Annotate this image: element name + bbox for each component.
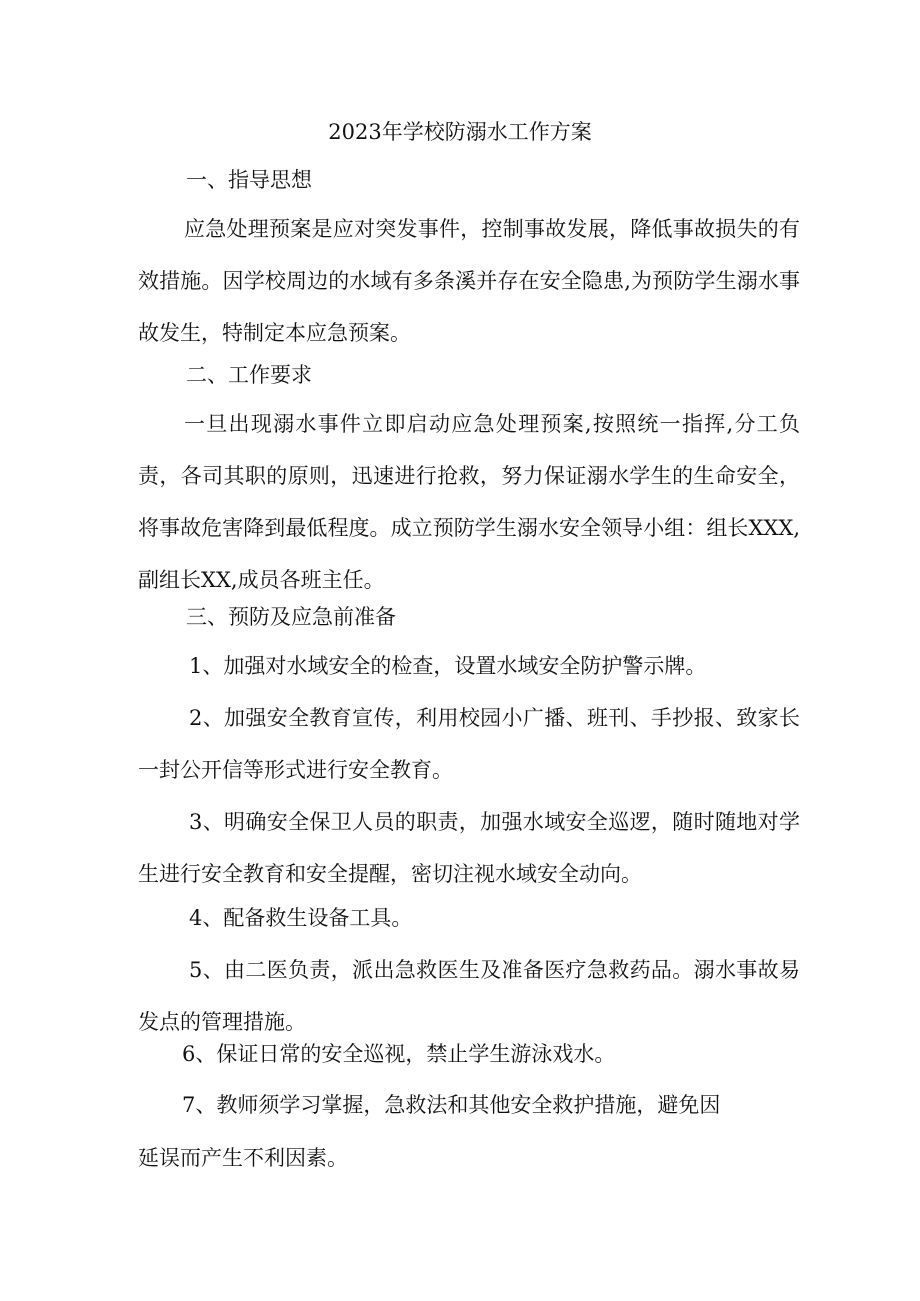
- section2-heading: 二、工作要求: [186, 363, 312, 387]
- section3-heading: 三、预防及应急前准备: [186, 605, 396, 629]
- list-item-2: 2、加强安全教育宣传，利用校园小广播、班刊、手抄报、致家长一封公开信等形式进行安全教育。: [138, 706, 800, 782]
- document-title: 2023年学校防溺水工作方案: [328, 120, 592, 144]
- list-item-5: 5、由二医负责，派出急救医生及准备医疗急救药品。溺水事故易发点的管理措施。: [138, 958, 800, 1034]
- list-item-4: 4、配备救生设备工具。: [189, 906, 413, 930]
- list-item-6: 6、保证日常的安全巡视，禁止学生游泳戏水。: [182, 1042, 616, 1066]
- list-item-3: 3、明确安全保卫人员的职责，加强水域安全巡逻，随时随地对学生进行安全教育和安全提醒，密切注视水域安全动向。: [138, 810, 800, 886]
- list-item-7-line-1: 7、教师须学习掌握，急救法和其他安全救护措施，避免因: [182, 1093, 721, 1117]
- list-item-1: 1、加强对水域安全的检查，设置水域安全防护警示牌。: [189, 654, 707, 678]
- list-item-7-line-2: 延误而产生不利因素。: [138, 1146, 348, 1170]
- section1-heading: 一、指导思想: [186, 168, 312, 192]
- section2-paragraph: 一旦出现溺水事件立即启动应急处理预案,按照统一指挥,分工负责，各司其职的原则，迅速进行抢救，努力保证溺水学生的生命安全，将事故危害降到最低程度。成立预防学生溺水安全领导小组：组长XXX,副组长XX,成员各班主任。: [138, 412, 800, 592]
- section1-paragraph: 应急处理预案是应对突发事件，控制事故发展，降低事故损失的有效措施。因学校周边的水域有多条溪并存在安全隐患,为预防学生溺水事故发生，特制定本应急预案。: [138, 217, 800, 345]
